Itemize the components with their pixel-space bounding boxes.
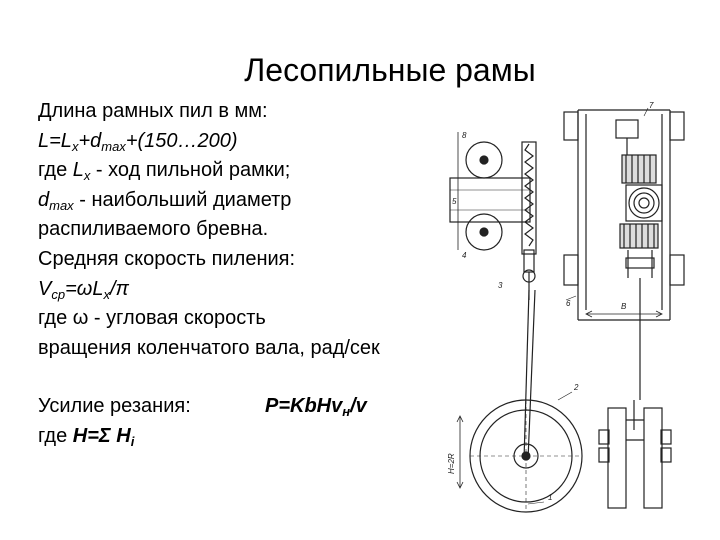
line-where-lx: где $L_x$ - ход пильной рамки; <box>38 159 291 184</box>
label-dim-h: H=2R <box>447 453 456 474</box>
sawmill-frame-diagram <box>448 100 710 540</box>
label-2: 2 <box>574 383 579 392</box>
label-7: 7 <box>649 101 654 110</box>
label-6: 6 <box>566 299 571 308</box>
feed-rollers <box>450 132 536 300</box>
slide-title: Лесопильные рамы <box>244 52 536 88</box>
line-saw-length: Длина рамных пил в мм: <box>38 100 268 122</box>
formula-cutting-force: P=KbHv$_н$/v <box>265 395 367 420</box>
crank-wheel <box>457 400 582 512</box>
spacer <box>38 363 468 392</box>
label-3: 3 <box>498 281 503 290</box>
slide-body <box>38 97 468 452</box>
line-avg-speed: Средняя скорость пиления: <box>38 247 296 270</box>
line-crankshaft: вращения коленчатого вала, рад/сек <box>38 336 380 359</box>
saw-frame <box>616 120 662 400</box>
label-4: 4 <box>462 251 467 260</box>
dimension-b <box>586 311 662 317</box>
label-1: 1 <box>548 493 553 502</box>
connecting-rod <box>524 290 535 460</box>
line-where-h: где H=Σ $H_i$ <box>38 424 135 449</box>
cutting-force-label: Усилие резания: <box>38 395 191 418</box>
formula-avg-speed: $V_{ср}=\omega L_x/\pi$ <box>38 277 129 302</box>
line-dmax: $d_{max}$ - наибольший диаметр <box>38 188 292 213</box>
line-cutting-force <box>38 392 468 422</box>
frame-rails <box>564 110 684 320</box>
label-5: 5 <box>452 197 457 206</box>
formula-saw-length: $L=L_x+d_{max}+(150\dots 200)$ <box>38 129 238 154</box>
line-omega: где ω - угловая скорость <box>38 307 266 330</box>
label-8: 8 <box>462 131 467 140</box>
lower-guides <box>599 400 671 508</box>
label-dim-b: B <box>621 302 627 311</box>
line-log: распиливаемого бревна. <box>38 218 269 241</box>
